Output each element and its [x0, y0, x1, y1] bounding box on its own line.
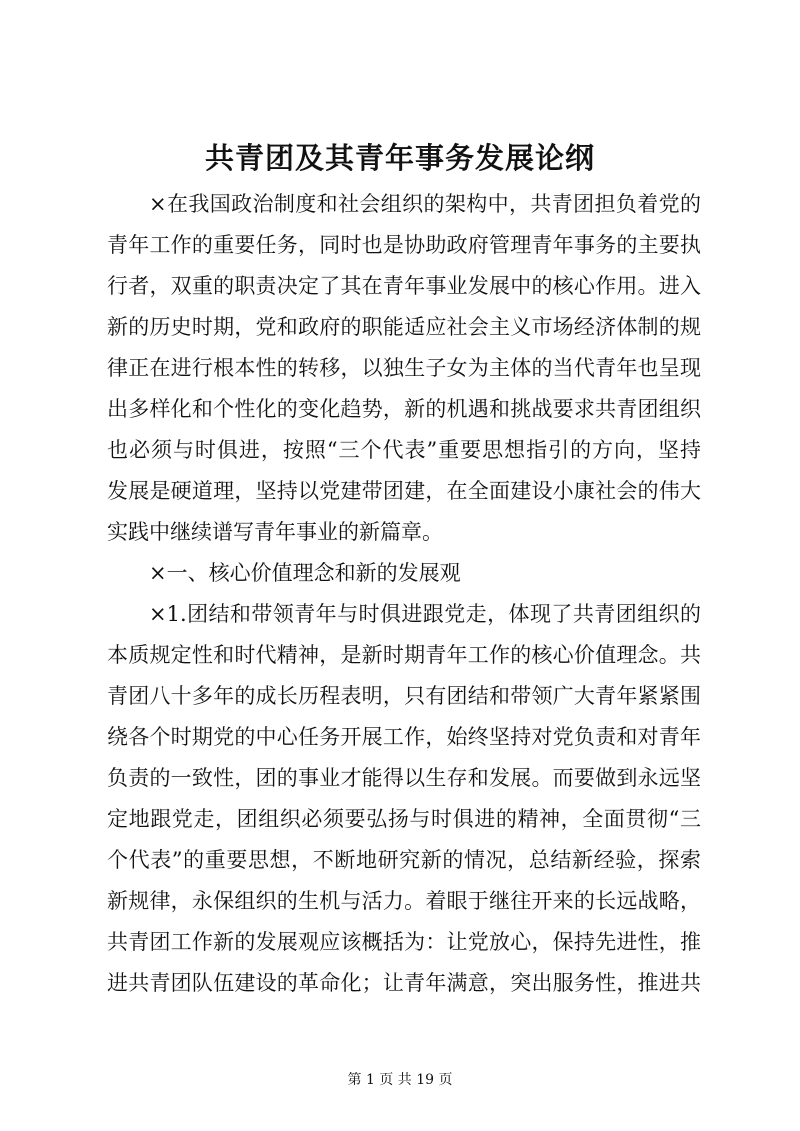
paragraph-line: 绕各个时期党的中心任务开展工作，始终坚持对党负责和对青年	[107, 725, 701, 749]
paragraph-line: 新规律，永保组织的生机与活力。着眼于继往开来的长远战略，	[107, 889, 701, 913]
section-heading: ×一、核心价值理念和新的发展观	[149, 561, 461, 585]
paragraph-line: 共青团工作新的发展观应该概括为：让党放心，保持先进性，推	[107, 930, 701, 954]
paragraph-line: ×1.团结和带领青年与时俱进跟党走，体现了共青团组织的	[149, 602, 701, 626]
paragraph-line: 发展是硬道理，坚持以党建带团建，在全面建设小康社会的伟大	[107, 479, 701, 503]
paragraph-line: 负责的一致性，团的事业才能得以生存和发展。而要做到永远坚	[107, 766, 701, 790]
paragraph-line: ×在我国政治制度和社会组织的架构中，共青团担负着党的	[149, 192, 701, 216]
document-body	[107, 184, 701, 1004]
paragraph-line: 新的历史时期，党和政府的职能适应社会主义市场经济体制的规	[107, 315, 701, 339]
paragraph-line: 也必须与时俱进，按照“三个代表”重要思想指引的方向，坚持	[107, 438, 701, 462]
paragraph-line: 实践中继续谱写青年事业的新篇章。	[107, 520, 443, 544]
paragraph-line: 出多样化和个性化的变化趋势，新的机遇和挑战要求共青团组织	[107, 397, 701, 421]
paragraph-line: 青团八十多年的成长历程表明，只有团结和带领广大青年紧紧围	[107, 684, 701, 708]
paragraph-line: 本质规定性和时代精神，是新时期青年工作的核心价值理念。共	[107, 643, 701, 667]
paragraph-line: 个代表”的重要思想，不断地研究新的情况，总结新经验，探索	[107, 848, 701, 872]
page-title: 共青团及其青年事务发展论纲	[204, 141, 595, 175]
paragraph-line: 青年工作的重要任务，同时也是协助政府管理青年事务的主要执	[107, 233, 701, 257]
paragraph-line: 行者，双重的职责决定了其在青年事业发展中的核心作用。进入	[107, 274, 701, 298]
page-number-footer: 第 1 页 共 19 页	[347, 1072, 453, 1088]
paragraph-line: 进共青团队伍建设的革命化；让青年满意，突出服务性，推进共	[107, 971, 701, 995]
paragraph-line: 定地跟党走，团组织必须要弘扬与时俱进的精神，全面贯彻“三	[107, 807, 701, 831]
paragraph-line: 律正在进行根本性的转移，以独生子女为主体的当代青年也呈现	[107, 356, 701, 380]
